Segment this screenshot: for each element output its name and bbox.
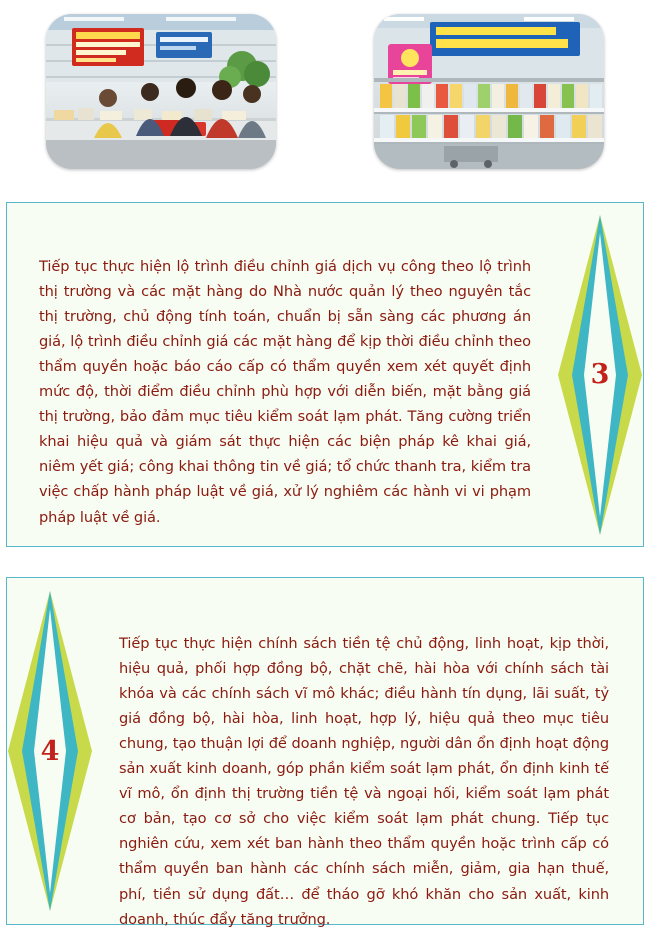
block-3-number: 3 — [590, 359, 610, 390]
block-3-text: Tiếp tục thực hiện lộ trình điều chỉnh giá dịch vụ công theo lộ trình thị trường và các mặt hàng do Nhà nước quản lý theo nguyên tắc thị trường, chủ động tính toán, chuẩn bị sẵn sàng các phương án giá, lộ trình điều chỉnh giá các mặt hàng để kịp thời điều chỉnh theo thẩm quyền hoặc báo cáo cấp có thẩm quyền xem xét quyết định mức độ, thời điểm điều chỉnh phù hợp với diễn biến, mặt bằng giá thị trường, bảo đảm mục tiêu kiểm soát lạm phát. Tăng cường triển khai hiệu quả và giám sát thực hiện các biện pháp kê khai giá, niêm yết giá; công khai thông tin về giá; tổ chức thanh tra, kiểm tra việc chấp hành pháp luật về giá, xử lý nghiêm các hành vi vi phạm pháp luật về giá. — [39, 257, 531, 526]
block-4-text: Tiếp tục thực hiện chính sách tiền tệ chủ động, linh hoạt, kịp thời, hiệu quả, phối hợp đồng bộ, chặt chẽ, hài hòa với chính sách tài khóa và các chính sách vĩ mô khác; điều hành tín dụng, lãi suất, tỷ giá đồng bộ, hài hòa, linh hoạt, hợp lý, hiệu quả theo mục tiêu chung, tạo thuận lợi để doanh nghiệp, người dân ổn định hoạt động sản xuất kinh doanh, góp phần kiểm soát lạm phát, ổn định kinh tế vĩ mô, ổn định thị trường tiền tệ và ngoại hối, kiểm soát lạm phát cơ bản, tạo cơ sở cho việc kiểm soát lạm phát chung. Tiếp tục nghiên cứu, xem xét ban hành theo thẩm quyền hoặc trình cấp có thẩm quyền ban hành các chính sách miễn, giảm, gia hạn thuế, phí, tiền sử dụng đất… để tháo gỡ khó khăn cho sản xuất, kinh doanh, thúc đẩy tăng trưởng. — [119, 634, 609, 928]
block-3-marker — [557, 203, 643, 546]
block-4-marker — [7, 578, 93, 924]
block-4-number: 4 — [40, 735, 60, 767]
photo-price-stabilization-aisle — [374, 14, 604, 169]
content-block-3 — [6, 202, 644, 547]
photo-supermarket-checkout — [46, 14, 276, 169]
photo-row — [0, 0, 650, 169]
content-block-4 — [6, 577, 644, 928]
